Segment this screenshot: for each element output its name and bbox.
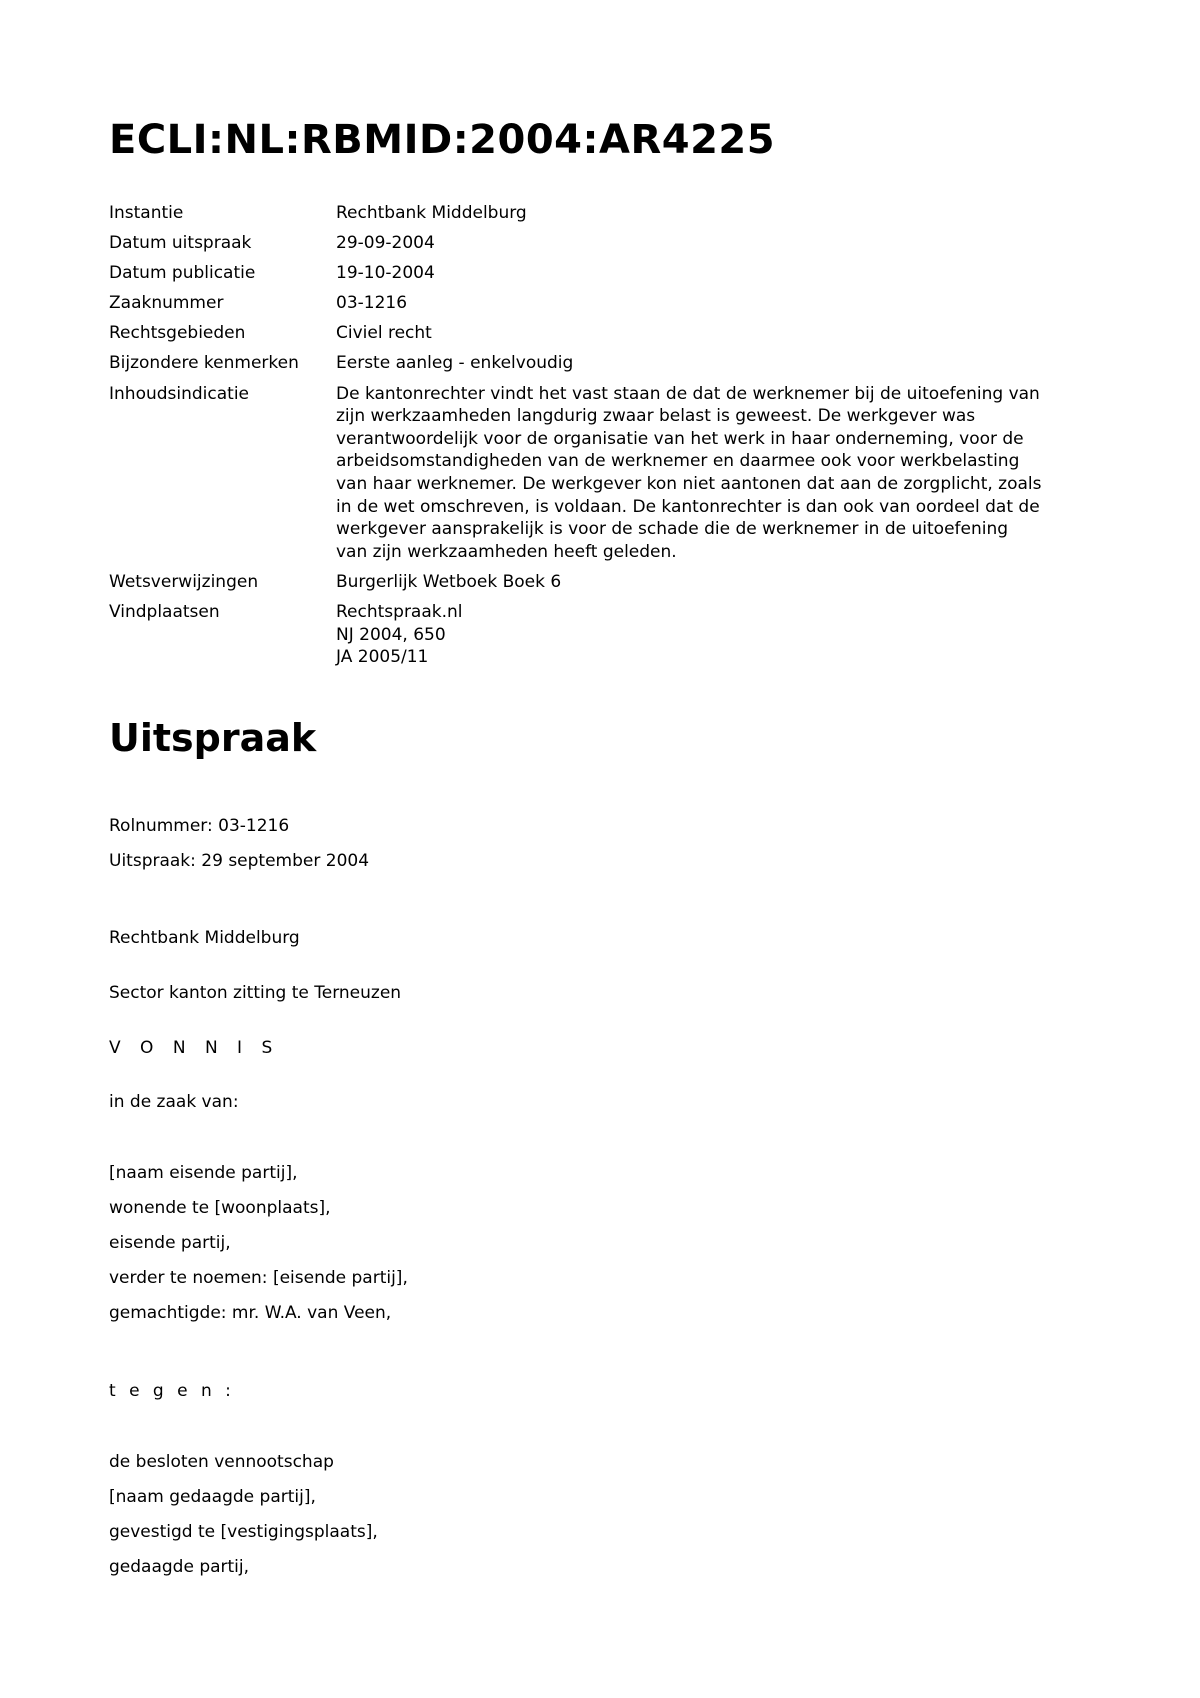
meta-key: Inhoudsindicatie [109,383,250,404]
gedaagde-vorm-line: de besloten vennootschap [109,1452,334,1472]
meta-value-line: Rechtspraak.nl [336,601,463,622]
meta-value [336,292,1109,315]
meta-value-line: Burgerlijk Wetboek Boek 6 [336,571,562,592]
gedaagde-rol-line: gedaagde partij, [109,1557,250,1577]
uitspraak-date-line: Uitspraak: 29 september 2004 [109,851,370,871]
zaak-line: in de zaak van: [109,1092,239,1112]
meta-value [336,571,1109,594]
meta-value-line: Eerste aanleg - enkelvoudig [336,353,574,374]
meta-value-line: werkgever aansprakelijk is voor de schade die de werknemer in de uitoefening [336,519,1009,540]
meta-key: Datum uitspraak [109,233,252,254]
meta-value-line: zijn werkzaamheden langdurig zwaar belast is geweest. De werkgever was [336,406,976,427]
meta-key: Datum publicatie [109,263,256,284]
meta-row-datum-uitspraak [109,232,1109,255]
meta-value-line: JA 2005/11 [336,647,429,668]
meta-value-line: Rechtbank Middelburg [336,203,527,223]
meta-value-line: 03-1216 [336,293,408,314]
meta-row-wetsverwijzingen [109,571,1109,594]
meta-key: Wetsverwijzingen [109,571,259,592]
vonnis-line: V O N N I S [109,1038,280,1058]
court-line: Rechtbank Middelburg [109,928,300,948]
meta-value-line: arbeidsomstandigheden van de werknemer en daarmee ook voor werkbelasting [336,451,1020,472]
meta-value [336,202,1109,225]
eiser-noemen-line: verder te noemen: [eisende partij], [109,1268,408,1288]
meta-value [336,601,1109,669]
meta-value-line: De kantonrechter vindt het vast staan de dat de werknemer bij de uitoefening van [336,383,1040,404]
meta-row-inhoudsindicatie [109,383,1109,564]
meta-value-line: van zijn werkzaamheden heeft geleden. [336,541,677,562]
meta-key: Bijzondere kenmerken [109,353,299,374]
meta-value [336,232,1109,255]
meta-key: Rechtsgebieden [109,323,246,344]
meta-row-bijzondere-kenmerken [109,352,1109,375]
meta-key: Zaaknummer [109,293,224,314]
rolnummer-line: Rolnummer: 03-1216 [109,816,290,836]
sector-line: Sector kanton zitting te Terneuzen [109,983,402,1003]
meta-row-datum-publicatie [109,262,1109,285]
meta-row-zaaknummer [109,292,1109,315]
gedaagde-naam-line: [naam gedaagde partij], [109,1487,316,1507]
eiser-gemachtigde-line: gemachtigde: mr. W.A. van Veen, [109,1303,392,1323]
meta-value [336,322,1109,345]
metadata-table [109,202,1109,676]
meta-value-line: Civiel recht [336,323,432,344]
meta-value-line: in de wet omschreven, is voldaan. De kantonrechter is dan ook van oordeel dat de [336,496,1040,517]
meta-value [336,352,1109,375]
gedaagde-vestiging-line: gevestigd te [vestigingsplaats], [109,1522,378,1542]
meta-value [336,262,1109,285]
meta-row-rechtsgebieden [109,322,1109,345]
eiser-naam-line: [naam eisende partij], [109,1163,298,1183]
meta-value-line: van haar werknemer. De werkgever kon niet aantonen dat aan de zorgplicht, zoals [336,473,1042,494]
page-title: ECLI:NL:RBMID:2004:AR4225 [109,117,776,163]
meta-value-line: verantwoordelijk voor de organisatie van het werk in haar onderneming, voor de [336,428,1024,449]
meta-value-line: NJ 2004, 650 [336,624,446,645]
meta-row-vindplaatsen [109,601,1109,669]
meta-value-line: 29-09-2004 [336,233,435,254]
section-heading: Uitspraak [109,716,317,760]
meta-key: Instantie [109,203,184,223]
tegen-line: t e g e n : [109,1381,235,1401]
meta-key: Vindplaatsen [109,601,220,622]
meta-value-line: 19-10-2004 [336,263,435,284]
eiser-rol-line: eisende partij, [109,1233,231,1253]
meta-value [336,383,1109,564]
meta-row-instantie [109,202,1109,225]
eiser-woonplaats-line: wonende te [woonplaats], [109,1198,331,1218]
